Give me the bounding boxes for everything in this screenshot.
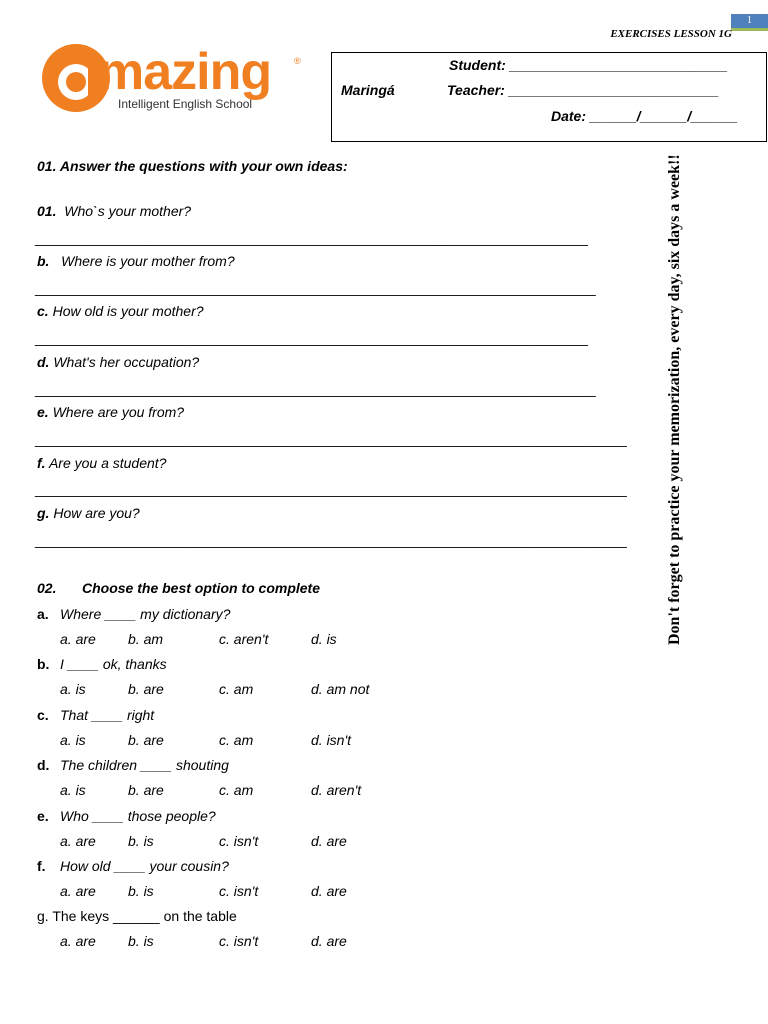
choice-option[interactable]: a. are (60, 631, 96, 647)
answer-line-f[interactable]: ____________________________________________________________________________ (35, 481, 627, 497)
choice-question-text: The children ____ shouting (60, 757, 229, 774)
city-label: Maringá (341, 82, 395, 98)
choice-option[interactable]: b. am (128, 631, 164, 647)
page-number-accent (731, 28, 768, 31)
question-c: c. How old is your mother? (37, 303, 204, 319)
choice-option[interactable]: c. am (219, 782, 254, 799)
question-e: e. Where are you from? (37, 404, 185, 420)
side-reminder (666, 150, 690, 645)
choice-question (37, 908, 237, 924)
choice-option[interactable]: b. is (128, 883, 154, 899)
choice-option[interactable]: d. aren't (311, 782, 362, 799)
choice-option[interactable]: c. am (219, 681, 254, 698)
logo-wordmark: mazing (98, 43, 272, 101)
choice-option[interactable]: b. is (128, 933, 154, 950)
choice-question-text: That ____ right (60, 706, 155, 723)
question-b: b. Where is your mother from? (37, 253, 235, 269)
choice-option[interactable]: a. is (60, 681, 86, 698)
answer-line-b[interactable]: ________________________________________________________________________ (35, 280, 596, 296)
choice-option[interactable]: d. isn't (311, 731, 352, 748)
teacher-field[interactable]: Teacher: ___________________________ (447, 82, 719, 98)
choice-option[interactable]: d. are (311, 832, 347, 849)
choice-option[interactable]: c. isn't (219, 883, 259, 899)
choice-option[interactable]: d. is (311, 631, 337, 647)
choice-question (37, 807, 216, 824)
page-number: 1 (731, 14, 768, 28)
registered-mark: ® (294, 56, 301, 66)
choice-question-label: d. (37, 757, 50, 774)
answer-line-d[interactable]: ________________________________________________________________________ (35, 381, 596, 397)
choice-option[interactable]: a. are (60, 933, 96, 950)
answer-line-01[interactable]: _______________________________________________________________________ (35, 230, 588, 246)
choice-option[interactable]: c. aren't (219, 631, 269, 647)
choice-option[interactable]: c. isn't (219, 832, 259, 849)
choice-question-label: e. (37, 807, 49, 824)
choice-question-label: b. (37, 656, 50, 673)
choice-question (37, 858, 229, 874)
choice-option[interactable]: c. isn't (219, 933, 259, 950)
choice-question (37, 606, 231, 622)
logo-tagline: Intelligent English School (118, 97, 253, 111)
question-g: g. How are you? (37, 505, 140, 521)
choice-question (37, 656, 167, 673)
choice-option[interactable]: a. is (60, 731, 86, 748)
choice-question (37, 706, 155, 723)
choice-question-text: I ____ ok, thanks (60, 656, 167, 673)
choice-question-text: Where ____ my dictionary? (60, 606, 231, 622)
choice-option[interactable]: b. are (128, 681, 164, 698)
section1-title: 01. Answer the questions with your own ideas: (37, 158, 348, 174)
lesson-title: EXERCISES LESSON 1G (610, 28, 732, 40)
question-f: f. Are you a student? (37, 455, 167, 471)
choice-option[interactable]: d. are (311, 933, 347, 950)
choice-option[interactable]: a. are (60, 883, 96, 899)
choice-option[interactable]: a. is (60, 782, 86, 799)
choice-question-label: a. (37, 606, 49, 622)
student-field[interactable]: Student: ____________________________ (449, 57, 728, 73)
choice-option[interactable]: c. am (219, 731, 254, 748)
answer-line-c[interactable]: _______________________________________________________________________ (35, 330, 588, 346)
answer-line-g[interactable]: ____________________________________________________________________________ (35, 532, 627, 548)
choice-question-label: c. (37, 706, 49, 723)
choice-option[interactable]: b. are (128, 782, 164, 799)
choice-question-label: f. (37, 858, 46, 874)
section2-title: Choose the best option to complete (82, 580, 321, 596)
question-01: 01. Who`s your mother? (37, 203, 192, 219)
choice-option[interactable]: d. are (311, 883, 347, 899)
answer-line-e[interactable]: ____________________________________________________________________________ (35, 431, 627, 447)
choice-question (37, 757, 229, 774)
question-d: d. What's her occupation? (37, 354, 200, 370)
choice-question-text: g. The keys ______ on the table (37, 908, 237, 925)
choice-option[interactable]: b. are (128, 731, 164, 748)
date-field[interactable]: Date: ______/______/______ (551, 108, 738, 124)
section2-number: 02. (37, 580, 57, 596)
choice-option[interactable]: b. is (128, 832, 154, 849)
choice-question-text: Who ____ those people? (60, 807, 216, 824)
choice-option[interactable]: d. am not (311, 681, 370, 698)
choice-option[interactable]: a. are (60, 832, 96, 849)
side-reminder-text: Don't forget to practice your memorization, every day, six days a week!! (666, 154, 683, 645)
choice-question-text: How old ____ your cousin? (60, 858, 229, 874)
